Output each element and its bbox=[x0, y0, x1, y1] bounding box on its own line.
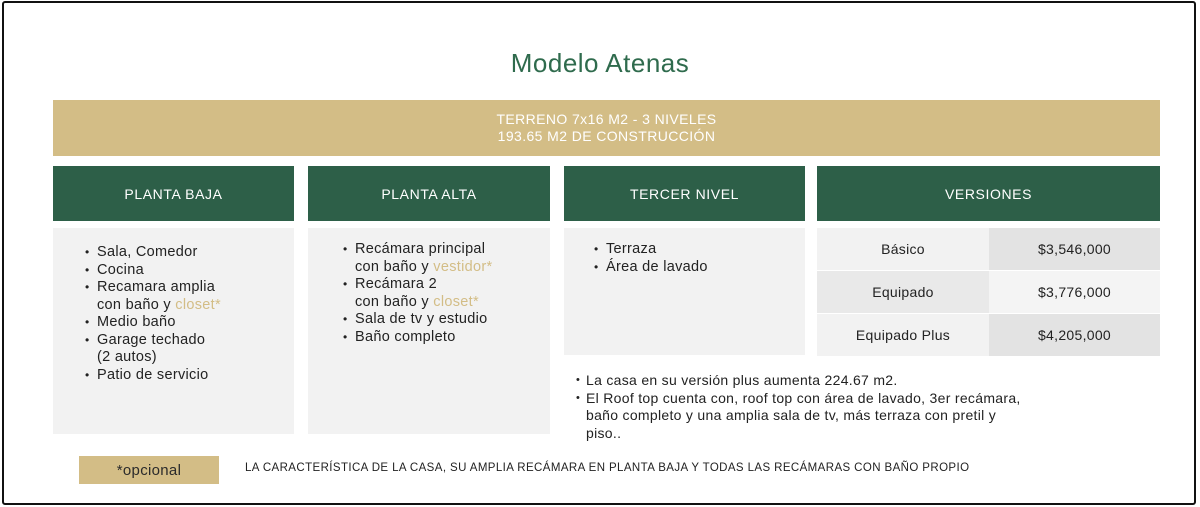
list-item: • Sala de tv y estudio bbox=[345, 311, 550, 329]
list-item: • Medio baño bbox=[87, 314, 294, 332]
header-planta-baja: PLANTA BAJA bbox=[53, 166, 294, 221]
version-price: $3,546,000 bbox=[989, 228, 1160, 270]
header-tercer-nivel: TERCER NIVEL bbox=[564, 166, 805, 221]
list-item: • Recámara principal bbox=[345, 241, 550, 259]
footer-feature-text: LA CARACTERÍSTICA DE LA CASA, SU AMPLIA RECÁMARA EN PLANTA BAJA Y TODAS LAS RECÁMARAS CON BAÑO PROPIO bbox=[245, 462, 970, 474]
list-item: • Área de lavado bbox=[596, 259, 805, 277]
list-item: • Terraza bbox=[596, 241, 805, 259]
optional-legend-badge: *opcional bbox=[79, 456, 219, 484]
note-item: • La casa en su versión plus aumenta 224.67 m2. bbox=[576, 372, 1156, 390]
note-item: • El Roof top cuenta con, roof top con área de lavado, 3er recámara, bbox=[576, 390, 1156, 408]
version-name: Básico bbox=[817, 228, 989, 270]
page-title: Modelo Atenas bbox=[510, 48, 690, 78]
lot-size-text: TERRENO 7x16 M2 - 3 NIVELES bbox=[496, 111, 717, 127]
optional-closet: closet* bbox=[433, 293, 479, 310]
lot-banner bbox=[53, 100, 1160, 156]
note-item-continuation: piso.. bbox=[586, 424, 622, 441]
list-item: • Garage techado bbox=[87, 332, 294, 350]
list-item: • Sala, Comedor bbox=[87, 244, 294, 262]
notes-block bbox=[576, 372, 1156, 442]
list-item-continuation: con baño y vestidor* bbox=[355, 258, 493, 275]
list-item: • Recámara 2 bbox=[345, 276, 550, 294]
optional-vestidor: vestidor* bbox=[433, 258, 493, 275]
list-item: • Baño completo bbox=[345, 329, 550, 347]
header-versiones: VERSIONES bbox=[817, 166, 1160, 221]
version-row-equipado bbox=[817, 271, 1160, 313]
version-name: Equipado bbox=[817, 271, 989, 313]
version-name: Equipado Plus bbox=[817, 314, 989, 356]
version-price: $4,205,000 bbox=[989, 314, 1160, 356]
notes-list bbox=[576, 372, 1156, 442]
version-row-basico bbox=[817, 228, 1160, 270]
version-price: $3,776,000 bbox=[989, 271, 1160, 313]
list-item: • Patio de servicio bbox=[87, 367, 294, 385]
header-planta-alta: PLANTA ALTA bbox=[308, 166, 550, 221]
planta-baja-panel bbox=[53, 228, 294, 434]
optional-closet: closet* bbox=[175, 296, 221, 313]
planta-alta-list bbox=[345, 241, 550, 346]
list-item: • Cocina bbox=[87, 262, 294, 280]
planta-baja-list bbox=[87, 244, 294, 384]
version-row-equipado-plus bbox=[817, 314, 1160, 356]
list-item-continuation: (2 autos) bbox=[97, 349, 157, 365]
note-item-continuation: baño completo y una amplia sala de tv, más terraza con pretil y bbox=[586, 407, 997, 423]
planta-alta-panel bbox=[308, 228, 550, 434]
tercer-nivel-panel bbox=[564, 228, 805, 355]
list-item: • Recamara amplia bbox=[87, 279, 294, 297]
list-item-continuation: con baño y closet* bbox=[355, 293, 479, 310]
list-item-continuation: con baño y closet* bbox=[97, 296, 221, 313]
tercer-nivel-list bbox=[596, 241, 805, 276]
construction-area-text: 193.65 M2 DE CONSTRUCCIÓN bbox=[497, 128, 716, 144]
